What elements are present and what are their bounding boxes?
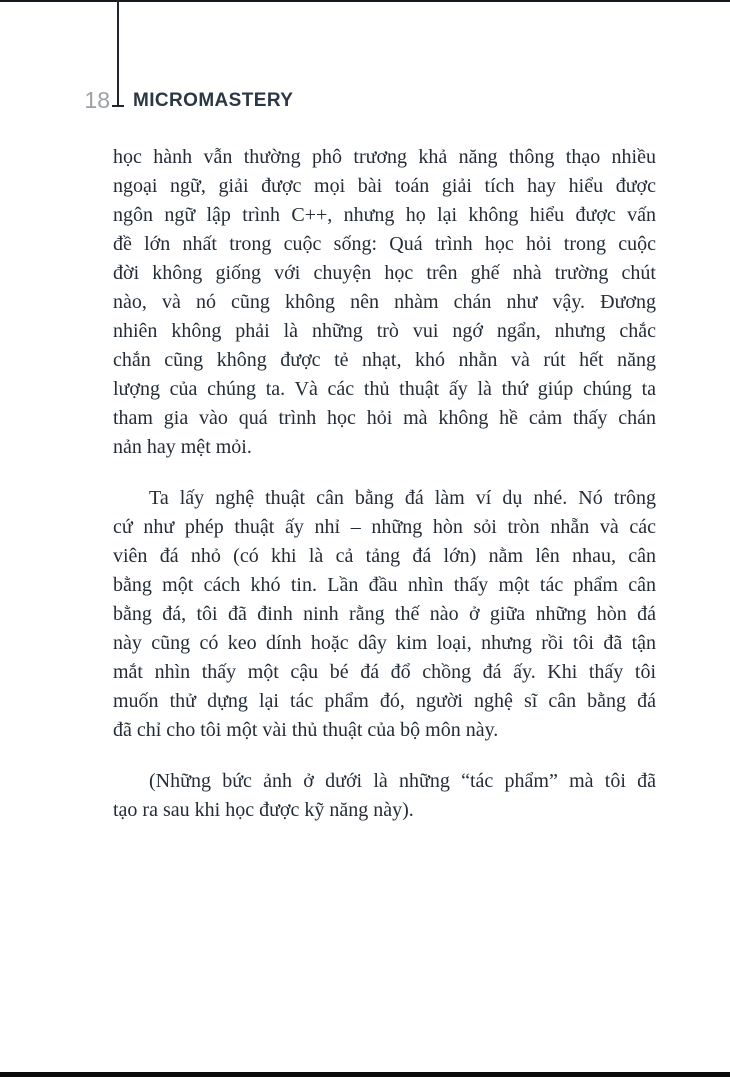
top-border-line (0, 0, 730, 2)
text-line: cứ như phép thuật ấy nhỉ – những hòn sỏi tròn nhẵn và các (113, 516, 656, 538)
text-line: ngôn ngữ lập trình C++, nhưng họ lại không hiểu được vấn (113, 204, 656, 226)
footer-bar (0, 1072, 730, 1077)
page-number: 18 (84, 87, 110, 113)
header-divider-foot (112, 105, 124, 107)
text-line: (Những bức ảnh ở dưới là những “tác phẩm” mà tôi đã (149, 770, 656, 792)
text-line: lượng của chúng ta. Và các thủ thuật ấy là thứ giúp chúng ta (113, 378, 656, 400)
text-line: chắn cũng không được tẻ nhạt, khó nhằn và rút hết năng (113, 349, 656, 371)
text-line: đã chỉ cho tôi một vài thủ thuật của bộ môn này. (113, 719, 499, 741)
header-divider-line (117, 0, 119, 107)
page-text (113, 143, 656, 825)
text-line: này cũng có keo dính hoặc dây kim loại, nhưng rồi tôi đã tận (113, 632, 656, 654)
running-title: MICROMASTERY (133, 90, 294, 111)
text-line: học hành vẫn thường phô trương khả năng thông thạo nhiều (113, 146, 656, 168)
text-line: nản hay mệt mỏi. (113, 436, 252, 458)
text-line: đề lớn nhất trong cuộc sống: Quá trình học hỏi trong cuộc (113, 233, 656, 255)
text-line: nào, và nó cũng không nên nhàm chán như vậy. Đương (113, 291, 656, 313)
text-line: viên đá nhỏ (có khi là cả tảng đá lớn) nằm lên nhau, cân (113, 545, 656, 567)
text-line: bằng đá, tôi đã đinh ninh rằng thế nào ở giữa những hòn đá (113, 603, 656, 625)
paragraph (113, 767, 656, 825)
text-line: tạo ra sau khi học được kỹ năng này). (113, 799, 414, 821)
text-line: bằng một cách khó tin. Lần đầu nhìn thấy một tác phẩm cân (113, 574, 656, 596)
paragraph (113, 484, 656, 745)
text-line: ngoại ngữ, giải được mọi bài toán giải tích hay hiểu được (113, 175, 656, 197)
paragraph (113, 143, 656, 462)
text-line: nhiên không phải là những trò vui ngớ ngẩn, nhưng chắc (113, 320, 656, 342)
text-line: mắt nhìn thấy một cậu bé đá đổ chồng đá ấy. Khi thấy tôi (113, 661, 656, 683)
text-line: đời không giống với chuyện học trên ghế nhà trường chút (113, 262, 656, 284)
text-line: Ta lấy nghệ thuật cân bằng đá làm ví dụ nhé. Nó trông (149, 487, 656, 509)
text-line: tham gia vào quá trình học hỏi mà không hề cảm thấy chán (113, 407, 656, 429)
text-line: muốn thử dựng lại tác phẩm đó, người nghệ sĩ cân bằng đá (113, 690, 656, 712)
